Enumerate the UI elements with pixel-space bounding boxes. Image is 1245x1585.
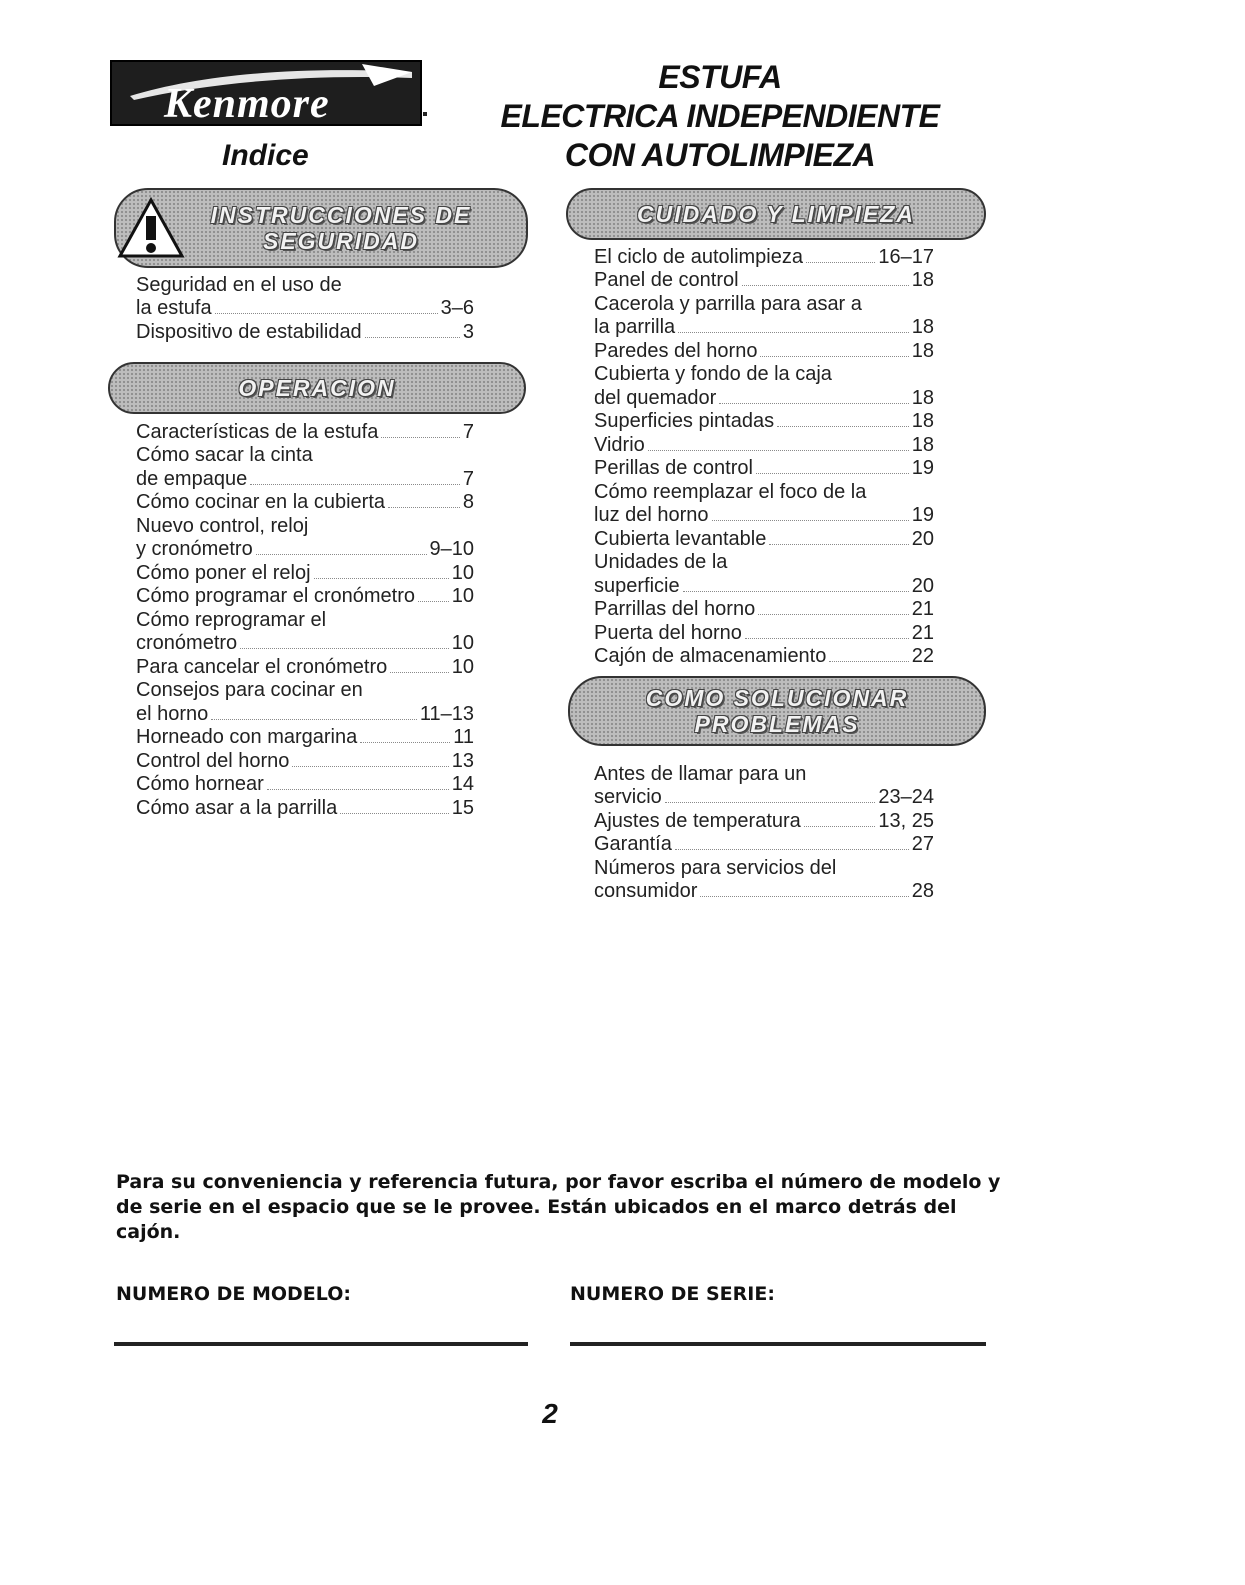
- toc-entry-page: 16–17: [878, 245, 934, 268]
- toc-entry-text: Cómo poner el reloj: [136, 561, 311, 584]
- model-number-label: NUMERO DE MODELO:: [116, 1283, 351, 1305]
- toc-entry-text: Cómo sacar la cinta: [136, 444, 313, 466]
- toc-leader-dots: [256, 554, 427, 555]
- toc-entry: [136, 561, 474, 585]
- toc-entry-page: 9–10: [429, 538, 474, 560]
- serial-number-line: [570, 1342, 986, 1346]
- toc-entry: [594, 245, 934, 269]
- toc-leader-dots: [340, 813, 449, 814]
- toc-leader-dots: [712, 520, 909, 521]
- toc-entry: [136, 749, 474, 773]
- toc-entry: [136, 538, 474, 562]
- toc-entry-text: la parrilla: [594, 316, 676, 338]
- toc-entry: [136, 702, 474, 726]
- banner-operacion-line-1: OPERACION: [238, 375, 396, 401]
- toc-entry: [136, 679, 474, 703]
- toc-entry: [136, 655, 474, 679]
- toc-entry: [594, 527, 934, 551]
- toc-entry-page: 19: [911, 457, 934, 479]
- toc-entry: [136, 491, 474, 515]
- toc-entry-text: Dispositivo de estabilidad: [136, 320, 362, 343]
- toc-entry-text: luz del horno: [594, 504, 709, 526]
- toc-entry: [136, 608, 474, 632]
- toc-leader-dots: [390, 672, 449, 673]
- toc-entry-page: 20: [911, 574, 934, 597]
- index-heading: Indice: [222, 139, 309, 172]
- toc-entry-text: Cubierta y fondo de la caja: [594, 363, 832, 385]
- toc-entry-text: Panel de control: [594, 269, 739, 291]
- toc-entry-text: servicio: [594, 786, 662, 808]
- toc-entry-page: 14: [451, 773, 474, 795]
- toc-entry-page: 19: [911, 504, 934, 526]
- toc-leader-dots: [675, 849, 909, 850]
- serial-number-label: NUMERO DE SERIE:: [570, 1283, 775, 1305]
- toc-entry-page: 3–6: [440, 297, 474, 319]
- toc-leader-dots: [648, 450, 909, 451]
- toc-entry-text: de empaque: [136, 467, 248, 490]
- toc-entry: [136, 585, 474, 609]
- toc-entry: [594, 621, 934, 645]
- title-line-3: CON AUTOLIMPIEZA: [564, 137, 876, 173]
- toc-entry: [594, 809, 934, 833]
- toc-entry-page: 11–13: [419, 702, 474, 725]
- toc-entry-page: 11: [453, 726, 474, 748]
- toc-leader-dots: [760, 356, 908, 357]
- toc-entry-text: y cronómetro: [136, 538, 253, 560]
- toc-entry-page: 28: [911, 880, 934, 902]
- toc-entry-text: Cómo hornear: [136, 773, 264, 795]
- toc-entry: [594, 551, 934, 575]
- registration-note: Para su conveniencia y referencia futura, por favor escriba el número de modelo y de serie en el espacio que se le provee. Están ubicados en el marco detrás del cajón.: [116, 1171, 1001, 1243]
- toc-entry-text: Cacerola y parrilla para asar a: [594, 292, 862, 315]
- toc-entry-text: Parrillas del horno: [594, 598, 756, 620]
- toc-entry: [594, 574, 934, 598]
- toc-entry: [136, 514, 474, 538]
- toc-leader-dots: [365, 337, 460, 338]
- toc-leader-dots: [678, 332, 909, 333]
- toc-entry: [594, 856, 934, 880]
- toc-entry-page: 10: [451, 585, 474, 607]
- toc-entry-text: Paredes del horno: [594, 339, 758, 362]
- page-number: 2: [542, 1398, 558, 1429]
- toc-entry-page: 10: [451, 655, 474, 678]
- toc-entry-page: 7: [462, 420, 474, 443]
- toc-entry: [594, 410, 934, 434]
- toc-entry-page: 23–24: [878, 786, 934, 808]
- toc-entry: [136, 444, 474, 468]
- toc-entry-text: Puerta del horno: [594, 621, 742, 644]
- toc-entry: [594, 433, 934, 457]
- toc-entry-text: Cómo reemplazar el foco de la: [594, 480, 867, 503]
- warning-icon: [116, 196, 186, 260]
- toc-entry-page: 18: [911, 433, 934, 456]
- banner-problemas-line-2: PROBLEMAS: [694, 711, 860, 737]
- toc-entry: [594, 762, 934, 786]
- toc-entry-text: Para cancelar el cronómetro: [136, 655, 388, 678]
- toc-entry-page: 27: [911, 833, 934, 855]
- toc-leader-dots: [267, 789, 449, 790]
- toc-entry-text: Garantía: [594, 833, 672, 855]
- toc-entry-text: consumidor: [594, 880, 698, 902]
- toc-leader-dots: [665, 802, 876, 803]
- toc-cuidado: [594, 245, 934, 668]
- toc-entry-text: Superficies pintadas: [594, 410, 775, 432]
- toc-entry-text: El ciclo de autolimpieza: [594, 245, 803, 268]
- kenmore-logo: [110, 60, 422, 126]
- toc-entry-page: 22: [911, 645, 934, 667]
- toc-entry-text: Cómo cocinar en la cubierta: [136, 491, 386, 513]
- banner-problemas: [568, 676, 986, 746]
- toc-entry-page: 10: [451, 632, 474, 654]
- toc-entry-text: Horneado con margarina: [136, 726, 358, 748]
- toc-entry-page: 18: [911, 339, 934, 362]
- toc-leader-dots: [806, 262, 875, 263]
- toc-entry: [594, 316, 934, 340]
- toc-entry-page: 18: [911, 410, 934, 432]
- toc-entry-page: 18: [911, 316, 934, 338]
- toc-entry-text: Cómo asar a la parrilla: [136, 796, 338, 819]
- toc-entry: [136, 632, 474, 656]
- banner-cuidado: [566, 188, 986, 240]
- banner-seguridad-line-2: SEGURIDAD: [262, 228, 419, 254]
- toc-entry: [594, 457, 934, 481]
- toc-leader-dots: [758, 614, 909, 615]
- toc-leader-dots: [418, 601, 449, 602]
- title-line-1: ESTUFA: [658, 59, 782, 95]
- toc-entry-page: 8: [462, 491, 474, 513]
- toc-leader-dots: [719, 403, 908, 404]
- toc-entry-text: Ajustes de temperatura: [594, 809, 801, 832]
- toc-entry-text: el horno: [136, 702, 209, 725]
- toc-leader-dots: [388, 507, 460, 508]
- toc-entry: [136, 320, 474, 344]
- toc-entry: [136, 796, 474, 820]
- banner-cuidado-line-1: CUIDADO Y LIMPIEZA: [637, 201, 915, 227]
- banner-operacion: [108, 362, 526, 414]
- toc-leader-dots: [211, 719, 417, 720]
- toc-entry-text: Perillas de control: [594, 457, 753, 479]
- toc-leader-dots: [745, 638, 909, 639]
- toc-entry-text: superficie: [594, 574, 680, 597]
- toc-entry-page: 10: [451, 561, 474, 584]
- toc-entry-text: Cómo programar el cronómetro: [136, 585, 415, 607]
- toc-entry: [594, 480, 934, 504]
- toc-leader-dots: [381, 437, 460, 438]
- model-number-line: [114, 1342, 528, 1346]
- toc-entry-text: Cómo reprogramar el: [136, 608, 327, 631]
- toc-leader-dots: [360, 742, 450, 743]
- page-title: [470, 58, 970, 175]
- toc-entry-text: Cajón de almacenamiento: [594, 645, 827, 667]
- toc-entry: [594, 386, 934, 410]
- toc-seguridad: [136, 273, 474, 344]
- toc-entry: [594, 269, 934, 293]
- toc-entry-text: del quemador: [594, 386, 717, 409]
- toc-leader-dots: [804, 826, 876, 827]
- toc-entry-text: Unidades de la: [594, 551, 728, 573]
- toc-leader-dots: [742, 285, 909, 286]
- toc-leader-dots: [769, 544, 908, 545]
- toc-entry: [136, 420, 474, 444]
- toc-entry-page: 13, 25: [878, 809, 934, 832]
- toc-entry-page: 18: [911, 269, 934, 291]
- toc-entry: [594, 292, 934, 316]
- toc-entry-text: cronómetro: [136, 632, 238, 654]
- toc-leader-dots: [292, 766, 448, 767]
- toc-entry-page: 21: [911, 598, 934, 620]
- toc-entry: [594, 645, 934, 669]
- toc-entry: [136, 773, 474, 797]
- toc-leader-dots: [215, 313, 438, 314]
- toc-entry: [136, 273, 474, 297]
- toc-operacion: [136, 420, 474, 820]
- toc-entry: [594, 339, 934, 363]
- toc-entry: [136, 297, 474, 321]
- toc-leader-dots: [829, 661, 908, 662]
- toc-leader-dots: [700, 896, 908, 897]
- toc-entry-text: Vidrio: [594, 433, 645, 456]
- toc-entry-page: 13: [451, 749, 474, 772]
- toc-entry: [594, 833, 934, 857]
- toc-entry-page: 21: [911, 621, 934, 644]
- title-line-2: ELECTRICA INDEPENDIENTE: [500, 98, 940, 134]
- toc-entry: [594, 880, 934, 904]
- toc-entry: [136, 726, 474, 750]
- toc-leader-dots: [314, 578, 449, 579]
- toc-leader-dots: [756, 473, 909, 474]
- toc-entry-text: Antes de llamar para un: [594, 762, 807, 785]
- toc-entry: [594, 598, 934, 622]
- toc-entry-page: 3: [462, 320, 474, 343]
- toc-entry-text: Nuevo control, reloj: [136, 514, 309, 537]
- toc-entry-text: Cubierta levantable: [594, 527, 767, 550]
- toc-leader-dots: [777, 426, 909, 427]
- toc-entry-text: Consejos para cocinar en: [136, 679, 363, 701]
- toc-entry-page: 15: [451, 796, 474, 819]
- logo-dot: [423, 112, 427, 116]
- banner-seguridad-line-1: INSTRUCCIONES DE: [210, 202, 472, 228]
- toc-entry: [594, 504, 934, 528]
- toc-entry-text: Seguridad en el uso de: [136, 273, 342, 296]
- logo-wordmark: Kenmore: [164, 81, 330, 126]
- toc-entry: [594, 363, 934, 387]
- banner-problemas-line-1: COMO SOLUCIONAR: [645, 685, 909, 711]
- toc-entry-text: Números para servicios del: [594, 856, 837, 879]
- toc-entry-text: Características de la estufa: [136, 420, 379, 443]
- toc-problemas: [594, 762, 934, 903]
- toc-entry: [136, 467, 474, 491]
- toc-entry-page: 20: [911, 527, 934, 550]
- toc-leader-dots: [683, 591, 909, 592]
- toc-leader-dots: [240, 648, 449, 649]
- toc-entry: [594, 786, 934, 810]
- toc-leader-dots: [250, 484, 460, 485]
- toc-entry-text: la estufa: [136, 297, 212, 319]
- toc-entry-page: 7: [462, 467, 474, 490]
- toc-entry-text: Control del horno: [136, 749, 290, 772]
- toc-entry-page: 18: [911, 386, 934, 409]
